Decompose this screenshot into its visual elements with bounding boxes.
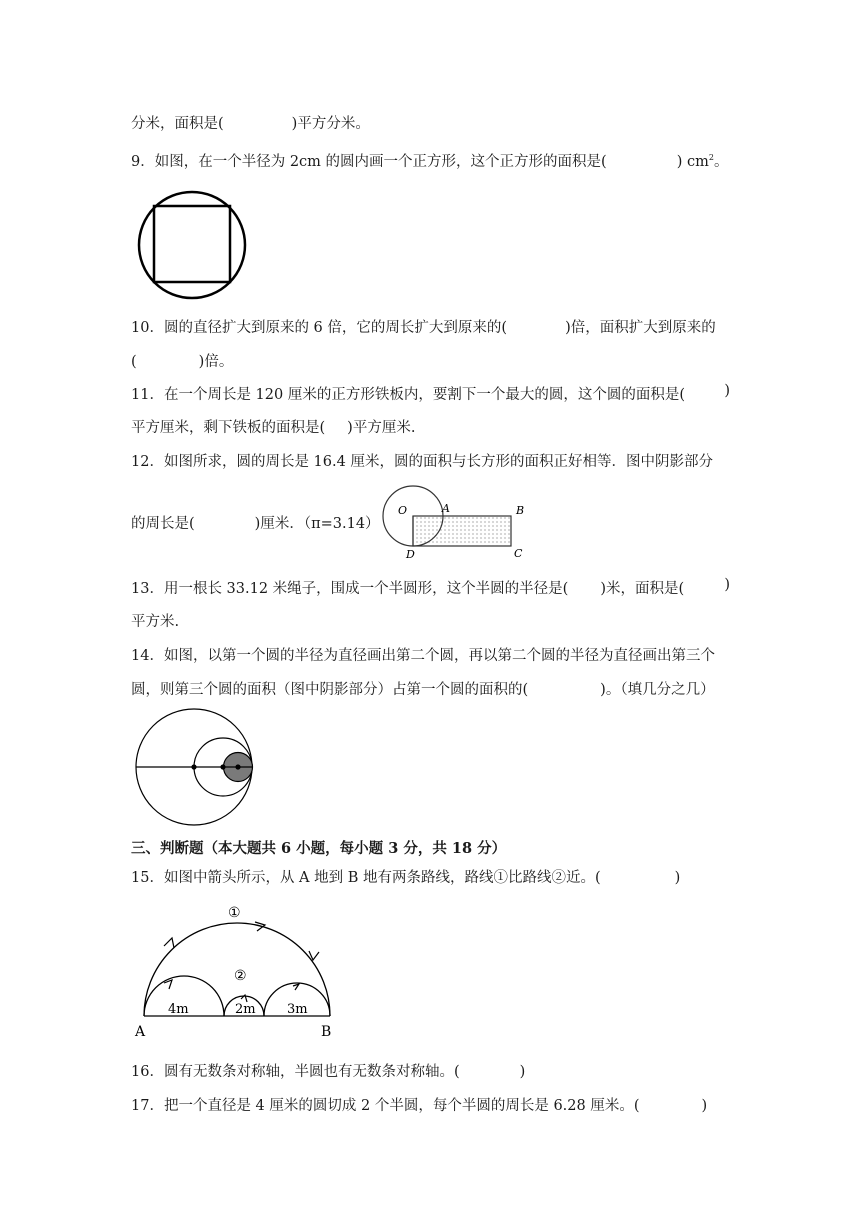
question-text: 13．用一根长 33.12 米绳子，围成一个半圆形，这个半圆的半径是( — [131, 581, 569, 597]
question-9 — [131, 150, 728, 171]
distance-label: 4m — [168, 1002, 189, 1017]
question-text: 12．如图所求，圆的周长是 16.4 厘米，圆的面积与长方形的面积正好相等．图中阴影部分 — [131, 454, 713, 470]
routes-figure — [131, 898, 337, 1042]
label-d: D — [406, 548, 415, 561]
question-text: ) — [724, 383, 730, 399]
question-text: 的周长是( — [131, 516, 195, 532]
superscript: 2 — [708, 153, 714, 163]
question-text: 16．圆有无数条对称轴，半圆也有无数条对称轴。( — [131, 1064, 460, 1080]
question-text: 15．如图中箭头所示，从 A 地到 B 地有两条路线，路线①比路线②近。( — [131, 870, 601, 886]
question-text: 9．如图，在一个半径为 2cm 的圆内画一个正方形，这个正方形的面积是( — [131, 154, 607, 170]
question-text: ) — [674, 870, 681, 886]
question-13 — [131, 577, 730, 598]
question-text: 11．在一个周长是 120 厘米的正方形铁板内，要割下一个最大的圆，这个圆的面积是( — [131, 387, 685, 403]
question-text: ) — [519, 1064, 526, 1080]
label-o: O — [398, 504, 408, 517]
question-text: 圆，则第三个圆的面积（图中阴影部分）占第一个圆的面积的( — [131, 682, 529, 698]
question-13-cont — [131, 610, 179, 631]
question-text: )平方厘米. — [347, 420, 416, 436]
circle-square-figure — [136, 190, 250, 302]
center-dot — [220, 764, 225, 769]
center-dot — [191, 764, 196, 769]
question-text: 10．圆的直径扩大到原来的 6 倍，它的周长扩大到原来的( — [131, 320, 508, 336]
question-text: 平方米. — [131, 614, 180, 630]
question-text: )倍，面积扩大到原来的 — [565, 320, 716, 336]
question-12-cont — [131, 512, 380, 533]
question-12 — [131, 450, 713, 471]
text: )平方分米。 — [291, 116, 370, 132]
question-10 — [131, 316, 730, 337]
question-16 — [131, 1060, 525, 1081]
question-text: 。 — [713, 154, 729, 170]
label-a: A — [442, 502, 450, 515]
question-text: ( — [131, 354, 137, 370]
route-2-label: ② — [234, 968, 247, 984]
circle-rectangle-figure — [376, 485, 536, 563]
nested-circles-figure — [131, 708, 261, 828]
text-line-top — [131, 112, 370, 133]
distance-label: 2m — [235, 1002, 256, 1017]
question-14-cont — [131, 678, 715, 699]
question-text: 14．如图，以第一个圆的半径为直径画出第二个圆，再以第二个圆的半径为直径画出第三个 — [131, 648, 715, 664]
point-a-label: A — [135, 1024, 146, 1040]
distance-label: 3m — [287, 1002, 308, 1017]
inscribed-square — [154, 206, 230, 282]
arrow-icon — [164, 980, 172, 989]
question-17 — [131, 1094, 707, 1115]
question-text: )米，面积是( — [600, 581, 685, 597]
label-c: C — [514, 547, 523, 560]
question-11-cont — [131, 416, 415, 437]
arrow-icon — [293, 984, 299, 990]
arrow-icon — [164, 938, 174, 948]
question-10-cont — [131, 350, 233, 371]
question-text: ) — [701, 1098, 708, 1114]
route-1-label: ① — [228, 905, 241, 921]
question-text: )倍。 — [198, 354, 234, 370]
label-b: B — [516, 504, 525, 517]
point-b-label: B — [321, 1024, 332, 1040]
question-text: )。（填几分之几） — [600, 682, 715, 698]
question-15 — [131, 866, 680, 887]
section-heading: 三、判断题（本大题共 6 小题，每小题 3 分，共 18 分） — [131, 840, 507, 857]
question-text: ) cm — [676, 154, 709, 170]
text: 分米，面积是( — [131, 116, 224, 132]
question-text: 17．把一个直径是 4 厘米的圆切成 2 个半圆，每个半圆的周长是 6.28 厘米。( — [131, 1098, 640, 1114]
question-text: )厘米．（π=3.14） — [254, 516, 380, 532]
center-dot — [235, 764, 240, 769]
question-11 — [131, 383, 730, 404]
question-text: ) — [724, 577, 730, 593]
question-14 — [131, 644, 715, 665]
question-text: 平方厘米，剩下铁板的面积是( — [131, 420, 326, 436]
